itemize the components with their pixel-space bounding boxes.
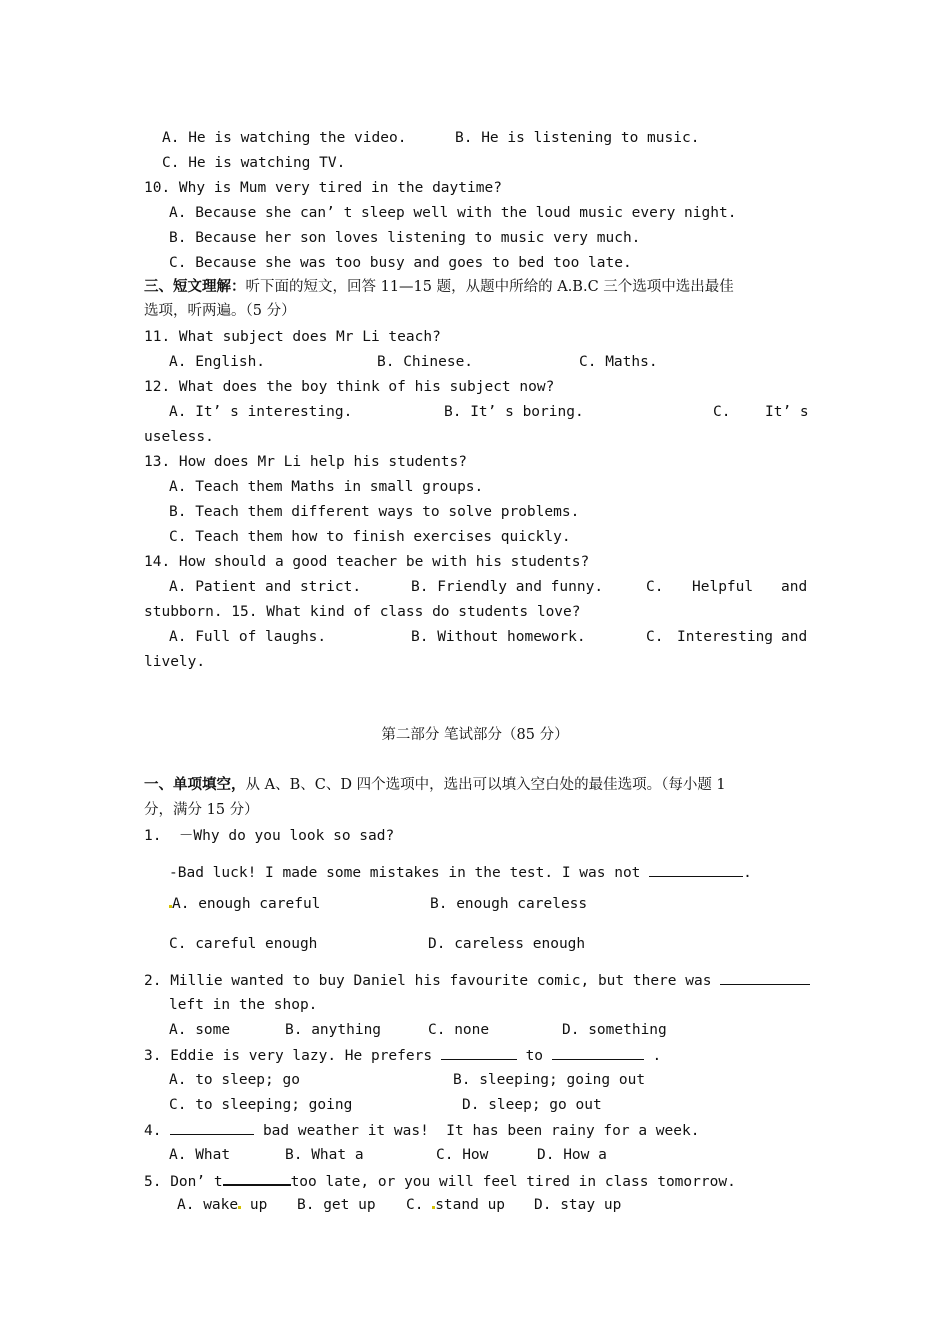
w1-option-c: C. careful enough <box>169 936 318 952</box>
w4-option-a: A. What <box>169 1147 231 1163</box>
w2-stem-line2: left in the shop. <box>169 997 318 1013</box>
q11-option-c: C. Maths. <box>579 354 658 370</box>
part2-title: 第二部分 笔试部分（85 分） <box>381 727 569 743</box>
w3-option-b: B. sleeping; going out <box>453 1072 646 1088</box>
w3-option-a: A. to sleep; go <box>169 1072 300 1088</box>
section3-instruction: 听下面的短文，回答 11—15 题，从题中所给的 A.B.C 三个选项中选出最佳 <box>245 279 734 295</box>
w1-stem: 1. －Why do you look so sad? <box>144 828 395 844</box>
w1-option-a-line <box>169 894 320 914</box>
section3-heading: 三、短文理解： <box>144 278 246 295</box>
q15-option-a: A. Full of laughs. <box>169 629 327 645</box>
section1-instruction-line1 <box>144 775 726 795</box>
w5-option-a-rest: up <box>241 1197 268 1213</box>
w1-option-d: D. careless enough <box>428 936 586 952</box>
w1-reply: -Bad luck! I made some mistakes in the test. I was not <box>169 865 641 881</box>
w2-option-a: A. some <box>169 1022 231 1038</box>
q11-option-a: A. English. <box>169 354 266 370</box>
q10-stem: 10. Why is Mum very tired in the daytime? <box>144 180 502 196</box>
w4-stem: bad weather it was! It has been rainy for a week. <box>262 1123 700 1139</box>
q11-stem: 11. What subject does Mr Li teach? <box>144 329 441 345</box>
q12-option-b: B. It’ s boring. <box>444 404 584 420</box>
q12-option-c-letter: C. <box>713 404 731 420</box>
w1-blank <box>649 862 743 877</box>
w4-blank <box>170 1120 254 1135</box>
section3-instruction-line2: 选项，听两遍。（5 分） <box>144 303 296 319</box>
q9-option-b: B. He is listening to music. <box>455 130 700 146</box>
w3-option-c: C. to sleeping; going <box>169 1097 353 1113</box>
q13-option-b: B. Teach them different ways to solve problems. <box>169 504 580 520</box>
q15-option-c-letter: C. <box>646 629 664 645</box>
q15-option-c-word2: and <box>781 629 808 645</box>
q9-option-c: C. He is watching TV. <box>162 155 346 171</box>
q14-option-b: B. Friendly and funny. <box>411 579 604 595</box>
w5-blank <box>223 1170 291 1186</box>
q11-option-b: B. Chinese. <box>377 354 474 370</box>
section1-instruction-line2: 分，满分 15 分） <box>144 802 259 818</box>
w3-stem-part1: 3. Eddie is very lazy. He prefers <box>144 1048 433 1064</box>
w5-stem-line <box>144 1170 736 1192</box>
w4-option-b: B. What a <box>285 1147 364 1163</box>
w2-option-b: B. anything <box>285 1022 382 1038</box>
w5-option-c-text: stand up <box>435 1197 506 1213</box>
w3-blank-2 <box>552 1045 644 1060</box>
q12-option-a: A. It’ s interesting. <box>169 404 353 420</box>
w1-option-a: A. enough careful <box>172 896 321 912</box>
w1-reply-end: . <box>743 865 752 881</box>
q10-option-a: A. Because she can’ t sleep well with the loud music every night. <box>169 205 737 221</box>
w2-option-c: C. none <box>428 1022 490 1038</box>
q14-option-c-word2: and <box>781 579 808 595</box>
q14-option-c-letter: C. <box>646 579 664 595</box>
q15-option-c-word1: Interesting <box>677 629 774 645</box>
w3-blank-1 <box>441 1045 517 1060</box>
q9-option-a: A. He is watching the video. <box>162 130 407 146</box>
w5-option-b: B. get up <box>297 1197 376 1213</box>
w1-option-b: B. enough careless <box>430 896 588 912</box>
w3-stem-part3: . <box>652 1048 662 1064</box>
w2-stem: 2. Millie wanted to buy Daniel his favourite comic, but there was <box>144 973 712 989</box>
section1-heading: 一、单项填空， <box>144 776 246 793</box>
section3-instruction-line1 <box>144 277 734 297</box>
w5-option-a: A. wake <box>177 1197 239 1213</box>
q10-option-c: C. Because she was too busy and goes to bed too late. <box>169 255 632 271</box>
q14-wrap-q15-stem: stubborn. 15. What kind of class do students love? <box>144 604 581 620</box>
w5-option-c-line <box>406 1195 505 1215</box>
q13-stem: 13. How does Mr Li help his students? <box>144 454 468 470</box>
w5-option-d: D. stay up <box>534 1197 622 1213</box>
w2-blank <box>720 970 810 985</box>
w3-option-d: D. sleep; go out <box>462 1097 602 1113</box>
w5-stem-part1: 5. Don’ t <box>144 1174 223 1190</box>
q15-option-b: B. Without homework. <box>411 629 586 645</box>
section1-instruction: 从 A、B、C、D 四个选项中，选出可以填入空白处的最佳选项。（每小题 1 <box>245 777 726 793</box>
q12-option-c-text: It’ s <box>765 404 809 420</box>
q13-option-c: C. Teach them how to finish exercises quickly. <box>169 529 571 545</box>
w2-stem-line <box>144 970 810 991</box>
q12-stem: 12. What does the boy think of his subject now? <box>144 379 555 395</box>
w4-number: 4. <box>144 1123 162 1139</box>
q14-stem: 14. How should a good teacher be with his students? <box>144 554 590 570</box>
w4-option-d: D. How a <box>537 1147 607 1163</box>
q14-option-a: A. Patient and strict. <box>169 579 362 595</box>
w5-stem-part2: too late, or you will feel tired in class tomorrow. <box>290 1174 736 1190</box>
q14-option-c-word1: Helpful <box>692 579 754 595</box>
w5-option-a-line <box>177 1195 267 1215</box>
w4-option-c: C. How <box>436 1147 489 1163</box>
q10-option-b: B. Because her son loves listening to music very much. <box>169 230 641 246</box>
w1-reply-line <box>169 862 752 883</box>
w4-stem-line <box>144 1120 699 1141</box>
w2-option-d: D. something <box>562 1022 667 1038</box>
w3-stem-part2: to <box>525 1048 544 1064</box>
w5-option-c: C. <box>406 1197 433 1213</box>
q15-option-c-wrap: lively. <box>144 654 206 670</box>
w3-stem-line <box>144 1045 661 1066</box>
q12-option-c-wrap: useless. <box>144 429 214 445</box>
q13-option-a: A. Teach them Maths in small groups. <box>169 479 484 495</box>
